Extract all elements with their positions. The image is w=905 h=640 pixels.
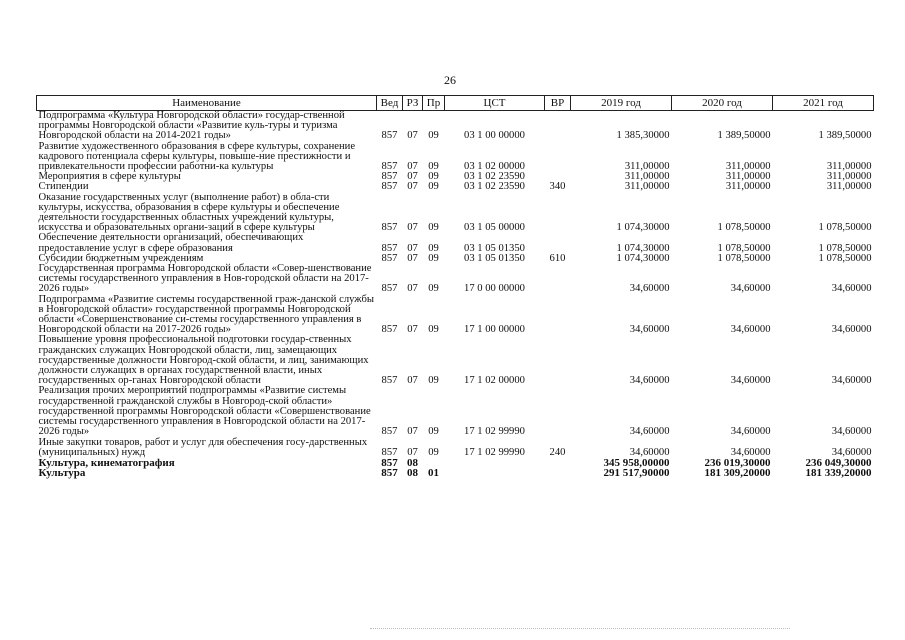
header-vr: ВР [545,96,571,111]
cell-rz: 07 [407,171,418,183]
cell-name: Обеспечение деятельности организаций, обеспечивающих предоставление услуг в сфере образования [38,232,304,254]
cell-pr: 09 [428,375,439,387]
cell-y2021: 34,60000 [831,375,872,387]
header-name: Наименование [37,96,377,111]
cell-pr: 09 [428,171,439,183]
cell-y2021: 311,00000 [826,181,872,193]
cell-y2019: 345 958,00000 [603,456,670,469]
cell-rz: 07 [407,181,418,193]
cell-y2020: 181 309,20000 [704,467,771,480]
cell-ved: 857 [381,130,398,142]
cell-vr: 340 [549,181,566,193]
cell-name: Повышение уровня профессиональной подготовки государ-ственных гражданских служащих Новгородской области, лиц, замещающих государственные должности Новгород-ской области, и лиц, занимающих должности служащих в органах государственной власти, иных государственных ор-ганах Новгородской области [38,334,369,387]
cell-y2019: 1 385,30000 [616,130,670,142]
cell-pr: 09 [428,181,439,193]
cell-cst: 17 1 02 99990 [464,446,525,458]
page-number: 26 [444,73,456,87]
cell-cst: 17 1 00 00000 [464,324,525,336]
cell-y2019: 311,00000 [624,161,670,173]
cell-cst: 03 1 02 00000 [464,161,525,173]
cell-name: Подпрограмма «Развитие системы государственной граж-данской службы в Новгородской области» государственной программы Новгородской области «Совершенствование си-стемы государственного управления в Новгородской области на 2017-2026 годы» [38,293,374,336]
header-pr: Пр [423,96,445,111]
table-row [37,438,874,458]
header-ved: Вед [377,96,403,111]
cell-vr [545,264,571,295]
cell-pr: 09 [428,252,439,264]
cell-y2019: 34,60000 [629,446,670,458]
cell-y2020: 1 078,50000 [717,242,771,254]
cell-cst: 03 1 05 01350 [464,242,525,254]
cell-y2019: 311,00000 [624,181,670,193]
cell-pr: 09 [428,222,439,234]
header-2019: 2019 год [571,96,672,111]
cell-cst: 03 1 02 23590 [464,181,525,193]
cell-y2020: 311,00000 [725,171,771,183]
cell-pr: 09 [428,446,439,458]
cell-name: Реализация прочих мероприятий подпрограммы «Развитие системы государственной гражданской службы в Новгород-ской области» государственной программы Новгородской области «Совершенствование системы государственного управления в Новгородской области на 2017-2026 годы» [38,385,371,438]
cell-vr: 240 [549,446,566,458]
cell-cst [445,458,545,468]
cell-rz: 08 [407,467,418,480]
cell-vr [545,468,571,478]
cell-ved: 857 [381,181,398,193]
cell-name: Культура, кинематография [38,456,175,469]
cell-cst: 03 1 05 00000 [464,222,525,234]
table-row [37,111,874,142]
cell-vr [545,335,571,386]
header-2021: 2021 год [773,96,874,111]
cell-y2019: 34,60000 [629,324,670,336]
cell-ved: 857 [381,283,398,295]
cell-y2020: 34,60000 [730,283,771,295]
cell-y2020: 311,00000 [725,161,771,173]
cell-y2019: 311,00000 [624,171,670,183]
cell-name: Развитие художественного образования в сфере культуры, сохранение кадрового потенциала сферы культуры, повыше-ние престижности и привлекательности профессии работни-ка культуры [38,140,356,173]
cell-ved: 857 [381,242,398,254]
cell-vr [545,458,571,468]
cell-y2021: 34,60000 [831,426,872,438]
cell-name: Оказание государственных услуг (выполнение работ) в обла-сти культуры, искусства, образования в сфере культуры и обеспечение деятельности государственных областных учреждений культуры, искусства и образовательных органи-заций в сфере культуры [38,191,340,234]
cell-cst: 17 0 00 00000 [464,283,525,295]
cell-ved: 857 [381,222,398,234]
cell-pr: 09 [428,283,439,295]
cell-y2019: 291 517,90000 [603,467,670,480]
table-row [37,335,874,386]
cell-rz: 07 [407,446,418,458]
cell-y2020: 311,00000 [725,181,771,193]
cell-rz: 07 [407,375,418,387]
cell-y2019: 34,60000 [629,283,670,295]
cell-ved: 857 [381,467,398,480]
cell-y2019: 1 074,30000 [616,252,670,264]
cell-pr: 09 [428,426,439,438]
cell-y2020: 34,60000 [730,324,771,336]
cell-y2020: 34,60000 [730,426,771,438]
cell-y2020: 34,60000 [730,375,771,387]
cell-cst: 03 1 02 23590 [464,171,525,183]
cell-cst: 17 1 02 99990 [464,426,525,438]
cell-vr [545,295,571,336]
cell-y2021: 34,60000 [831,324,872,336]
cell-y2021: 1 078,50000 [818,252,872,264]
cell-name: Культура [38,467,86,480]
table-row [37,142,874,173]
cell-ved: 857 [381,161,398,173]
cell-name: Стипендии [38,181,89,193]
cell-y2021: 34,60000 [831,446,872,458]
cell-pr: 09 [428,161,439,173]
budget-table [36,95,874,478]
header-rz: РЗ [403,96,423,111]
cell-vr [545,233,571,253]
cell-rz: 07 [407,426,418,438]
cell-y2021: 1 078,50000 [818,242,872,254]
cell-vr [545,193,571,234]
cell-cst: 03 1 00 00000 [464,130,525,142]
table-row [37,295,874,336]
cell-rz: 08 [407,456,418,469]
cell-cst: 03 1 05 01350 [464,252,525,264]
cell-y2021: 181 339,20000 [805,467,872,480]
cell-ved: 857 [381,426,398,438]
cell-rz: 07 [407,324,418,336]
cell-ved: 857 [381,324,398,336]
cell-cst [445,468,545,478]
header-cst: ЦСТ [445,96,545,111]
cell-rz: 07 [407,252,418,264]
cell-vr: 610 [549,252,566,264]
cell-y2019: 1 074,30000 [616,222,670,234]
cell-rz: 07 [407,283,418,295]
cell-name: Подпрограмма «Культура Новгородской области» государ-ственной программы Новгородской области «Развитие куль-туры и туризма Новгородской области на 2014-2021 годы» [38,110,345,142]
cell-ved: 857 [381,171,398,183]
cell-y2021: 1 078,50000 [818,222,872,234]
cell-vr [545,111,571,142]
cell-y2020: 236 019,30000 [704,456,771,469]
cell-ved: 857 [381,446,398,458]
cell-pr: 01 [428,467,439,480]
cell-ved: 857 [381,375,398,387]
scan-artifact-line [370,628,790,631]
cell-y2019: 34,60000 [629,375,670,387]
cell-y2021: 236 049,30000 [805,456,872,469]
cell-name: Субсидии бюджетным учреждениям [38,252,204,264]
cell-y2021: 311,00000 [826,171,872,183]
cell-pr: 09 [428,324,439,336]
cell-y2020: 1 389,50000 [717,130,771,142]
cell-name: Мероприятия в сфере культуры [38,171,181,183]
table-row [37,264,874,295]
cell-y2019: 34,60000 [629,426,670,438]
cell-name: Государственная программа Новгородской области «Совер-шенствование системы государственного управления в Нов-городской области на 2017-2026 годы» [38,263,372,295]
cell-y2020: 1 078,50000 [717,222,771,234]
cell-ved: 857 [381,456,398,469]
table-row [37,468,874,478]
table-row [37,233,874,253]
cell-y2021: 34,60000 [831,283,872,295]
table-header-row [37,96,874,111]
cell-rz: 07 [407,222,418,234]
cell-y2021: 311,00000 [826,161,872,173]
cell-rz: 07 [407,130,418,142]
cell-rz: 07 [407,242,418,254]
table-row [37,386,874,437]
cell-cst: 17 1 02 00000 [464,375,525,387]
cell-pr: 09 [428,130,439,142]
cell-name: Иные закупки товаров, работ и услуг для обеспечения госу-дарственных (муниципальных) нужд [38,436,368,458]
cell-y2020: 34,60000 [730,446,771,458]
cell-pr: 09 [428,242,439,254]
cell-rz: 07 [407,161,418,173]
header-2020: 2020 год [672,96,773,111]
cell-y2021: 1 389,50000 [818,130,872,142]
table-row [37,193,874,234]
cell-y2019: 1 074,30000 [616,242,670,254]
cell-y2020: 1 078,50000 [717,252,771,264]
cell-vr [545,142,571,173]
cell-vr [545,386,571,437]
cell-ved: 857 [381,252,398,264]
